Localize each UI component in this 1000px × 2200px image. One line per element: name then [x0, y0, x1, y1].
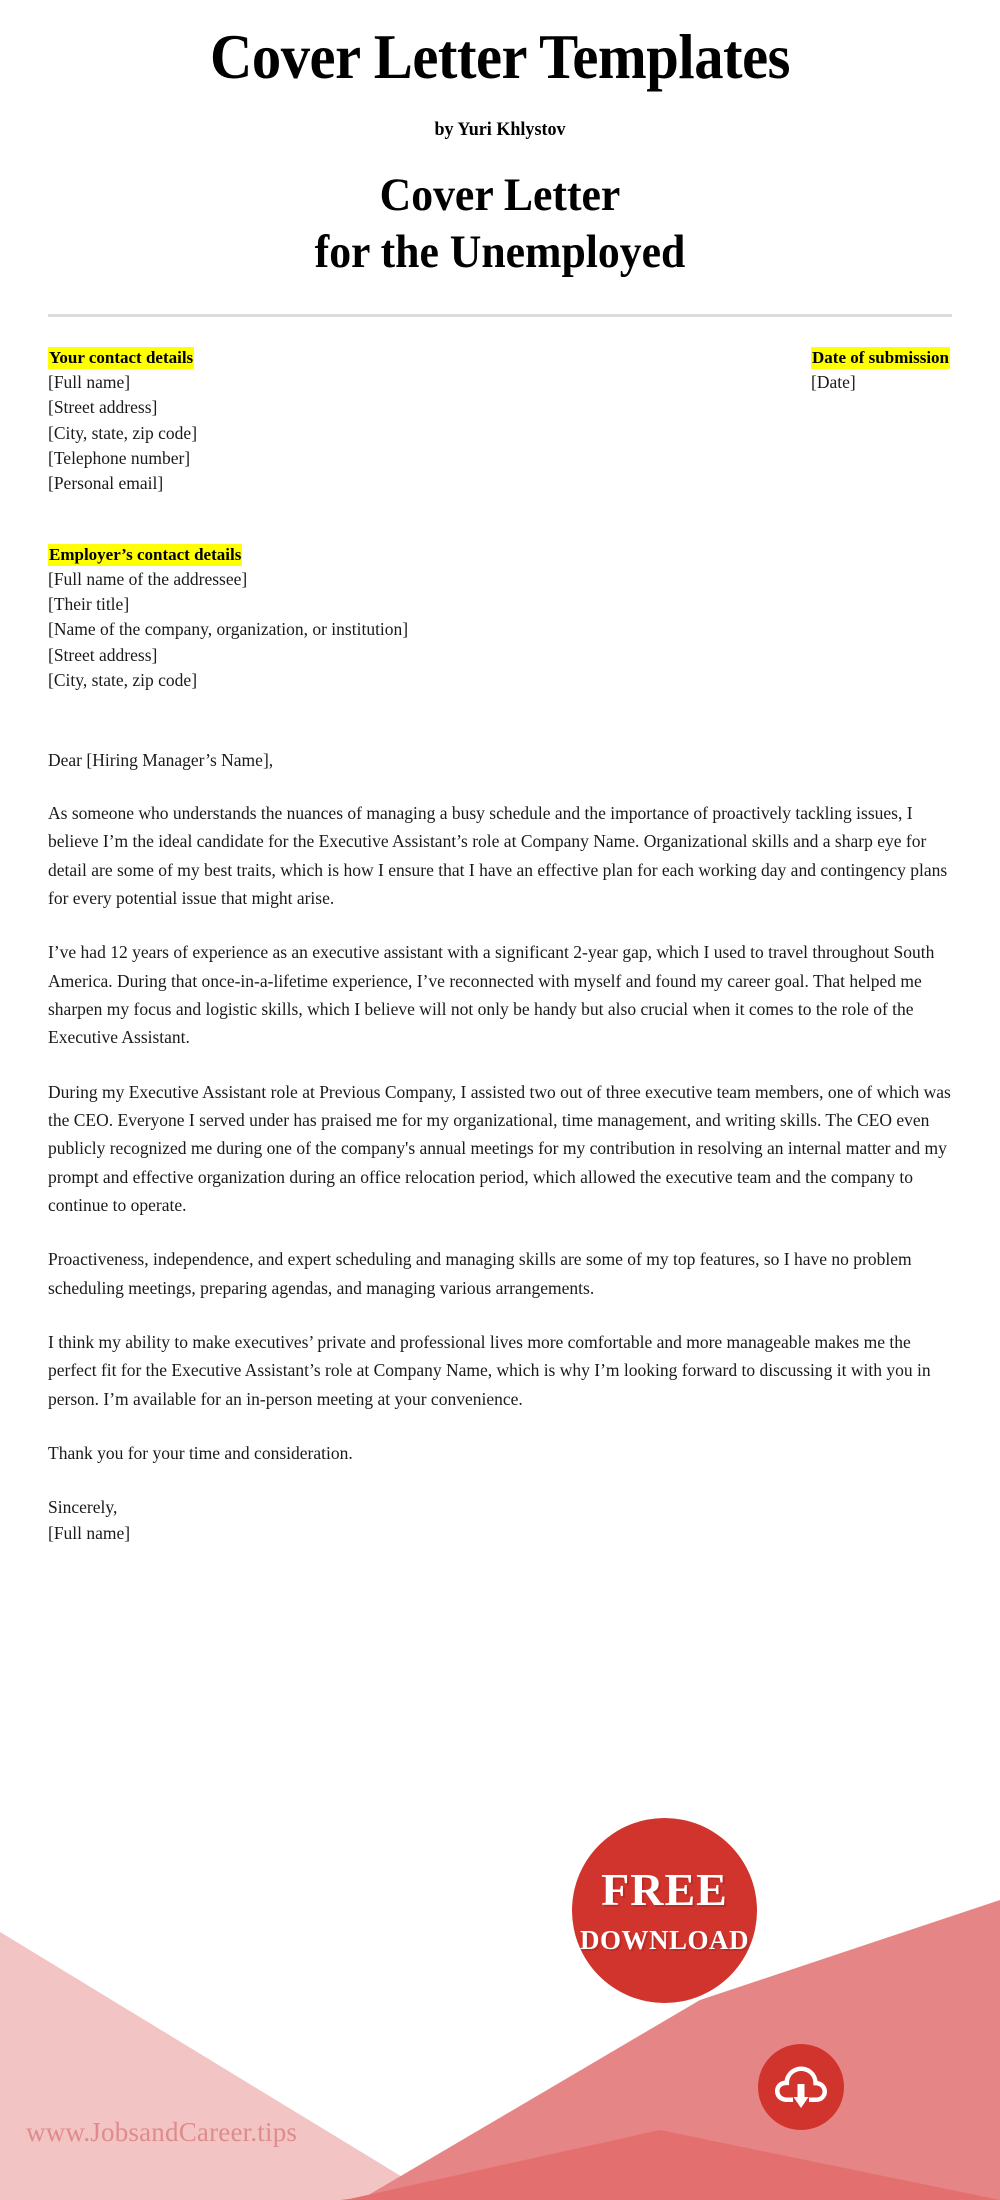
- banner-shapes: [0, 1900, 1000, 2200]
- document-title: [35, 141, 965, 282]
- closing-name: [Full name]: [48, 1522, 131, 1543]
- sender-line: [Street address]: [48, 397, 158, 418]
- letter-paragraph: During my Executive Assistant role at Previous Company, I assisted two out of three executive team members, one of which was the CEO. Everyone I served under has praised me for my organizational, time management, and writing skills. The CEO even publicly recognized me during one of the company's annual meetings for my contribution in resolving an internal matter and my prompt and effective organization during an office relocation period, which allowed the executive team and the company to continue to operate.: [48, 1081, 951, 1216]
- date-block: [811, 345, 952, 395]
- letter-paragraph: Thank you for your time and consideration.: [48, 1443, 353, 1464]
- cloud-download-icon: [773, 2062, 829, 2112]
- page-title: Cover Letter Templates: [210, 22, 790, 92]
- employer-heading: Employer’s contact details: [48, 544, 242, 566]
- letter-paragraph: Proactiveness, independence, and expert scheduling and managing skills are some of my top features, so I have no problem scheduling meetings, preparing agendas, and managing various arrangements.: [48, 1249, 912, 1298]
- closing-salutation: Sincerely,: [48, 1496, 118, 1517]
- document-title-line-1: Cover Letter: [379, 169, 621, 221]
- employer-contact-block: [48, 497, 952, 694]
- date-heading: Date of submission: [811, 347, 950, 369]
- document-title-line-2: for the Unemployed: [314, 226, 686, 279]
- author-byline: by Yuri Khlystov: [434, 119, 566, 140]
- sender-line: [City, state, zip code]: [48, 422, 198, 443]
- salutation: Dear [Hiring Manager’s Name],: [48, 749, 274, 770]
- sender-line: [Full name]: [48, 371, 131, 392]
- letter-paragraph: As someone who understands the nuances of managing a busy schedule and the importance of proactively tackling issues, I believe I’m the ideal candidate for the Executive Assistant’s role at Company Name. Organizational skills and a sharp eye for detail are some of my best traits, which is how I ensure that I have an effective plan for each working day and contingency plans for every potential issue that might arise.: [48, 802, 948, 908]
- sender-line: [Telephone number]: [48, 447, 191, 468]
- letter-body: [0, 317, 1000, 1546]
- site-watermark: www.JobsandCareer.tips: [26, 2117, 298, 2147]
- badge-download-label: DOWNLOAD: [579, 1925, 749, 1955]
- employer-line: [Street address]: [48, 644, 158, 665]
- promo-banner: [0, 1900, 1000, 2200]
- sender-contact-block: [48, 345, 197, 497]
- letter-paragraph: I think my ability to make executives’ private and professional lives more comfortable and more manageable makes me the perfect fit for the Executive Assistant’s role at Company Name, which is why I’m looking forward to discussing it with you in person. I’m available for an in-person meeting at your convenience.: [48, 1332, 931, 1409]
- employer-line: [City, state, zip code]: [48, 670, 198, 691]
- sender-heading: Your contact details: [48, 347, 194, 369]
- badge-free-label: FREE: [601, 1864, 728, 1915]
- employer-line: [Name of the company, organization, or institution]: [48, 619, 409, 640]
- contact-row: [48, 317, 952, 497]
- free-download-badge[interactable]: [572, 1818, 757, 2003]
- document-header: [0, 0, 1000, 282]
- letter-closing: [48, 1468, 952, 1547]
- employer-line: [Full name of the addressee]: [48, 568, 248, 589]
- download-button[interactable]: [758, 2044, 844, 2130]
- employer-line: [Their title]: [48, 594, 130, 615]
- letter-paragraph: I’ve had 12 years of experience as an executive assistant with a significant 2-year gap, which I used to travel throughout South America. During that once-in-a-lifetime experience, I’ve reconnected with myself and found my career goal. That helped me sharpen my focus and logistic skills, which I believe will not only be handy but also crucial when it comes to the role of the Executive Assistant.: [48, 942, 935, 1048]
- date-value: [Date]: [811, 371, 856, 392]
- sender-line: [Personal email]: [48, 473, 164, 494]
